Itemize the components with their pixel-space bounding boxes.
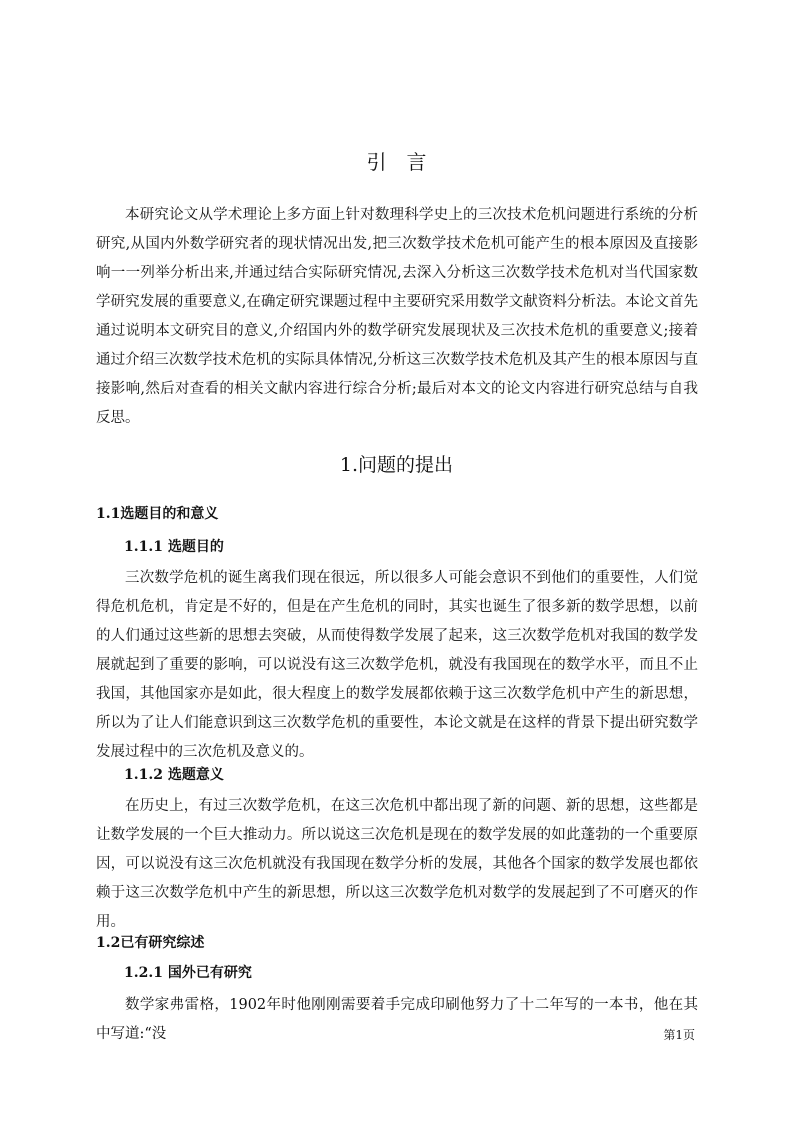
heading-1-1: 1.1选题目的和意义 [96, 506, 219, 522]
paragraph-1-1-2: 在历史上，有过三次数学危机，在这三次危机中都出现了新的问题、新的思想，这些都是让数学发展的一个巨大推动力。所以说这三次危机是现在的数学发展的如此蓬勃的一个重要原因，可以说没有这三次危机就没有我国现在数学分析的发展，其他各个国家的数学发展也都依赖于这三次数学危机中产生的新思想，所以这三次数学危机对数学的发展起到了不可磨灭的作用。 [96, 798, 698, 930]
section-1-title: 1.问题的提出 [339, 454, 454, 476]
heading-1-1-1: 1.1.1 选题目的 [124, 539, 224, 555]
page-number: 第1页 [663, 1028, 695, 1042]
intro-title: 引言 [366, 150, 447, 174]
heading-1-1-2: 1.1.2 选题意义 [124, 767, 224, 783]
paragraph-1-2-1: 数学家弗雷格，1902年时他刚刚需要着手完成印刷他努力了十二年写的一本书，他在其中写道:“没 [96, 997, 698, 1042]
heading-1-2-1: 1.2.1 国外已有研究 [124, 965, 252, 981]
paragraph-1-1-1: 三次数学危机的诞生离我们现在很远，所以很多人可能会意识不到他们的重要性，人们觉得危机危机，肯定是不好的，但是在产生危机的同时，其实也诞生了很多新的数学思想，以前的人们通过这些新的思想去突破，从而使得数学发展了起来，这三次数学危机对我国的数学发展就起到了重要的影响，可以说没有这三次数学危机，就没有我国现在的数学水平，而且不止我国，其他国家亦是如此，很大程度上的数学发展都依赖于这三次数学危机中产生的新思想，所以为了让人们能意识到这三次数学危机的重要性，本论文就是在这样的背景下提出研究数学发展过程中的三次危机及意义的。 [96, 570, 698, 760]
intro-paragraph: 本研究论文从学术理论上多方面上针对数理科学史上的三次技术危机问题进行系统的分析研究,从国内外数学研究者的现状情况出发,把三次数学技术危机可能产生的根本原因及直接影响一一列举分析出来,并通过结合实际研究情况,去深入分析这三次数学技术危机对当代国家数学研究发展的重要意义,在确定研究课题过程中主要研究采用数学文献资料分析法。本论文首先通过说明本文研究目的意义,介绍国内外的数学研究发展现状及三次技术危机的重要意义;接着通过介绍三次数学技术危机的实际具体情况,分析这三次数学技术危机及其产生的根本原因与直接影响,然后对查看的相关文献内容进行综合分析;最后对本文的论文内容进行研究总结与自我反思。 [96, 207, 698, 426]
heading-1-2: 1.2已有研究综述 [96, 935, 205, 951]
